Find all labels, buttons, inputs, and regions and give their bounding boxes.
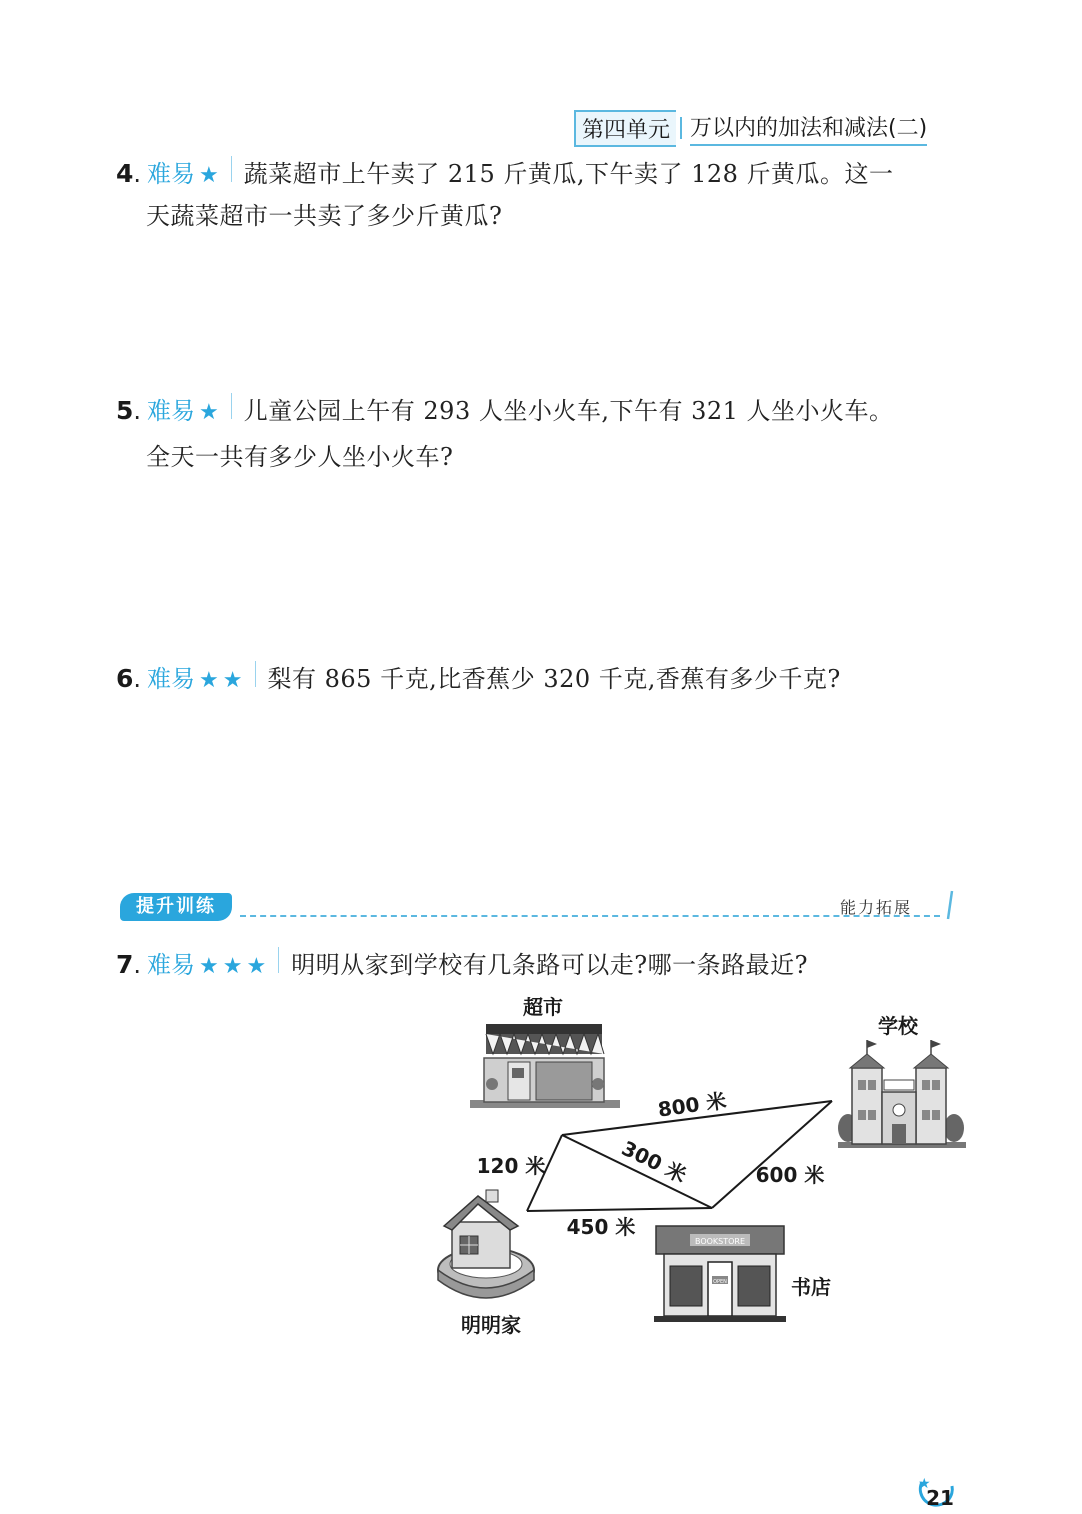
- difficulty-star-icon: ★: [199, 668, 219, 693]
- separator: [255, 661, 256, 687]
- separator: [278, 947, 279, 973]
- question-5: [116, 391, 894, 481]
- difficulty-star-icon: ★: [199, 954, 219, 979]
- difficulty-label: 难易: [147, 397, 196, 425]
- unit-label: 第四单元: [574, 110, 676, 147]
- difficulty-star-icon: ★: [199, 400, 219, 425]
- bookstore-sign: BOOKSTORE: [694, 1237, 746, 1246]
- page-star-icon: ★: [918, 1476, 931, 1492]
- house-icon: [438, 1190, 534, 1298]
- question-text-continued: 全天一共有多少人坐小火车?: [146, 443, 454, 471]
- question-number: 5: [116, 396, 134, 425]
- route-map: [420, 990, 980, 1350]
- number-dot: .: [133, 951, 142, 979]
- page-number: 21: [926, 1486, 954, 1510]
- number-dot: .: [133, 397, 142, 425]
- difficulty-star-icon: ★: [222, 668, 243, 693]
- open-sign: OPEN: [713, 1279, 727, 1285]
- question-text: 明明从家到学校有几条路可以走?哪一条路最近?: [291, 951, 808, 979]
- unit-header: [574, 112, 927, 144]
- number-dot: .: [133, 665, 142, 693]
- route-bookstore-school: [712, 1101, 832, 1208]
- question-text-continued: 天蔬菜超市一共卖了多少斤黄瓜?: [146, 202, 503, 230]
- label-school: 学校: [878, 1014, 918, 1038]
- question-text: 儿童公园上午有 293 人坐小火车,下午有 321 人坐小火车。: [243, 397, 894, 425]
- question-6: [116, 659, 841, 701]
- difficulty-star-icon: ★: [199, 163, 219, 188]
- header-divider: [680, 117, 682, 139]
- difficulty-label: 难易: [147, 665, 196, 693]
- distance-home-market: 120 米: [476, 1154, 546, 1178]
- label-bookstore: 书店: [791, 1275, 831, 1299]
- section-subtitle: 能力拓展: [840, 898, 913, 917]
- section-banner: [120, 893, 960, 925]
- page-number-badge: [908, 1474, 960, 1514]
- difficulty-star-icon: ★: [222, 954, 243, 979]
- distance-bookstore-school: 600 米: [755, 1163, 825, 1187]
- question-number: 6: [116, 664, 134, 693]
- unit-title: 万以内的加法和减法(二): [690, 111, 927, 146]
- question-7: [116, 945, 808, 987]
- difficulty-label: 难易: [147, 951, 196, 979]
- difficulty-star-icon: ★: [246, 954, 267, 979]
- banner-dashed-line: [240, 915, 940, 917]
- bookstore-icon: [654, 1226, 786, 1322]
- distance-home-bookstore: 450 米: [566, 1215, 636, 1239]
- question-number: 7: [116, 950, 134, 979]
- question-text: 梨有 865 千克,比香蕉少 320 千克,香蕉有多少千克?: [267, 665, 841, 693]
- question-text: 蔬菜超市上午卖了 215 斤黄瓜,下午卖了 128 斤黄瓜。这一: [243, 160, 894, 188]
- label-home: 明明家: [461, 1313, 521, 1337]
- slash-icon: [946, 889, 954, 921]
- separator: [231, 156, 232, 182]
- number-dot: .: [133, 160, 142, 188]
- difficulty-label: 难易: [147, 160, 196, 188]
- supermarket-icon: [470, 1024, 620, 1108]
- question-4: [116, 154, 894, 236]
- distance-market-bookstore: 300 米: [617, 1135, 691, 1188]
- school-icon: [838, 1040, 966, 1148]
- section-label: 提升训练: [120, 893, 232, 921]
- separator: [231, 393, 232, 419]
- distance-market-school: 800 米: [656, 1088, 728, 1122]
- question-number: 4: [116, 159, 134, 188]
- route-home-bookstore: [527, 1208, 712, 1211]
- label-supermarket: 超市: [523, 995, 563, 1019]
